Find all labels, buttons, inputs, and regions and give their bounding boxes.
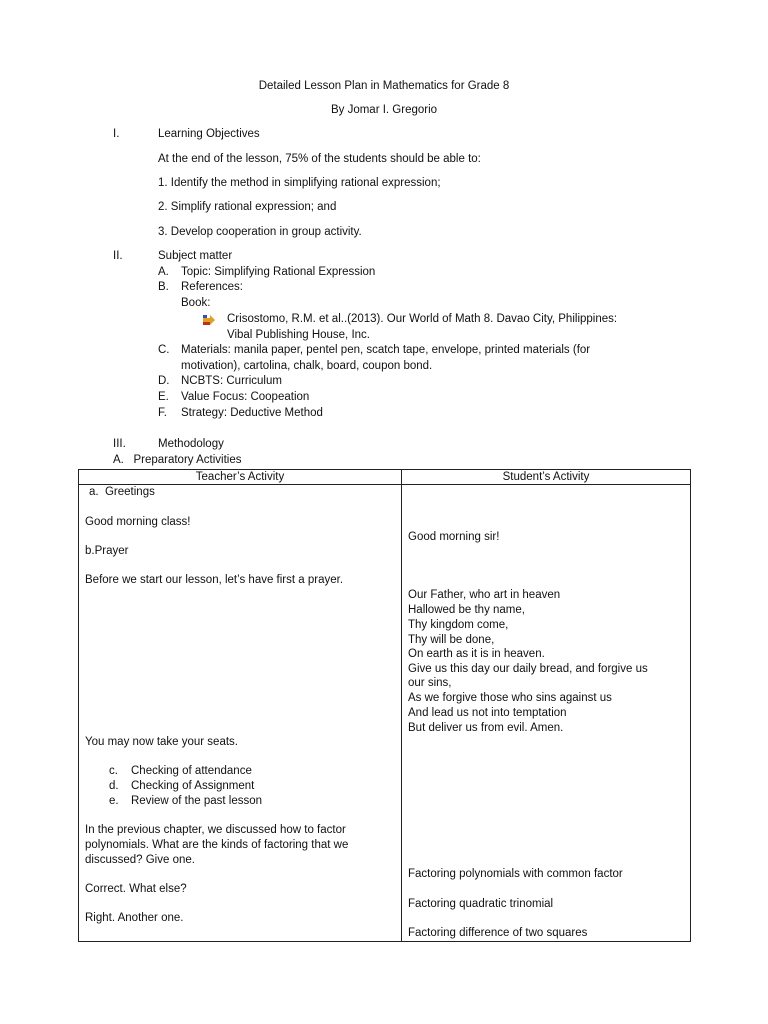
prayer-line: our sins, [408,677,452,689]
student-column-header: Student’s Activity [402,470,691,485]
student-answer-3: Factoring difference of two squares [408,927,588,939]
teacher-review-line-1: In the previous chapter, we discussed how to factor [85,824,346,836]
prayer-line: Thy kingdom come, [408,619,509,631]
citation-line-2: Vibal Publishing House, Inc. [227,329,370,341]
item-c-text-2: motivation), cartolina, chalk, board, coupon bond. [181,360,433,372]
item-d-letter: D. [158,375,170,387]
item-b-text: References: [181,281,244,293]
item-c-letter: C. [158,344,170,356]
section-3-subheading: A. Preparatory Activities [113,454,242,466]
student-answer-1: Factoring polynomials with common factor [408,868,623,880]
document-title: Detailed Lesson Plan in Mathematics for Grade 8 [258,80,510,92]
teacher-greeting: Good morning class! [85,516,191,528]
objectives-intro: At the end of the lesson, 75% of the students should be able to: [158,153,481,165]
teacher-correct: Correct. What else? [85,883,187,895]
activity-table [78,469,691,942]
prayer-line: And lead us not into temptation [408,707,567,719]
teacher-review-line-3: discussed? Give one. [85,854,195,866]
prayer-line: On earth as it is in heaven. [408,648,545,660]
section-3-numeral: III. [113,438,126,450]
item-a-letter: A. [158,266,169,278]
step-d-letter: d. [109,780,119,792]
objective-2: 2. Simplify rational expression; and [158,201,337,213]
greetings-label: a. Greetings [89,486,155,498]
section-2-heading: Subject matter [158,250,233,262]
step-c-text: Checking of attendance [131,765,252,777]
document-author: By Jomar I. Gregorio [330,104,438,116]
teacher-seats: You may now take your seats. [85,736,238,748]
teacher-column-header: Teacher’s Activity [79,470,402,485]
citation-line-1: Crisostomo, R.M. et al..(2013). Our World of Math 8. Davao City, Philippines: [227,313,618,325]
item-e-text: Value Focus: Coopeation [181,391,310,403]
book-label: Book: [181,297,211,309]
prayer-line: Hallowed be thy name, [408,604,525,616]
objective-3: 3. Develop cooperation in group activity. [158,226,362,238]
prayer-line: As we forgive those who sins against us [408,692,612,704]
step-c-letter: c. [109,765,118,777]
prayer-line: Thy will be done, [408,634,495,646]
item-e-letter: E. [158,391,169,403]
student-activity-cell [402,485,691,942]
item-f-text: Strategy: Deductive Method [181,407,323,419]
teacher-review-line-2: polynomials. What are the kinds of factoring that we [85,839,349,851]
teacher-prayer-prompt: Before we start our lesson, let’s have first a prayer. [85,574,344,586]
item-d-text: NCBTS: Curriculum [181,375,282,387]
item-f-letter: F. [158,407,167,419]
step-d-text: Checking of Assignment [131,780,255,792]
section-1-numeral: I. [113,128,120,140]
arrow-bullet-icon [202,313,216,327]
item-a-text: Topic: Simplifying Rational Expression [181,266,376,278]
item-b-letter: B. [158,281,169,293]
step-e-text: Review of the past lesson [131,795,263,807]
student-greeting: Good morning sir! [408,531,500,543]
section-3-heading: Methodology [158,438,224,450]
prayer-label: b.Prayer [85,545,129,557]
section-1-heading: Learning Objectives [158,128,260,140]
teacher-activity-cell [79,485,402,942]
prayer-line: Our Father, who art in heaven [408,589,561,601]
objective-1: 1. Identify the method in simplifying rational expression; [158,177,441,189]
teacher-right: Right. Another one. [85,912,184,924]
step-e-letter: e. [109,795,119,807]
student-answer-2: Factoring quadratic trinomial [408,898,554,910]
section-2-numeral: II. [113,250,123,262]
prayer-line: But deliver us from evil. Amen. [408,722,564,734]
item-c-text-1: Materials: manila paper, pentel pen, scatch tape, envelope, printed materials (for [181,344,591,356]
prayer-line: Give us this day our daily bread, and forgive us [408,663,648,675]
